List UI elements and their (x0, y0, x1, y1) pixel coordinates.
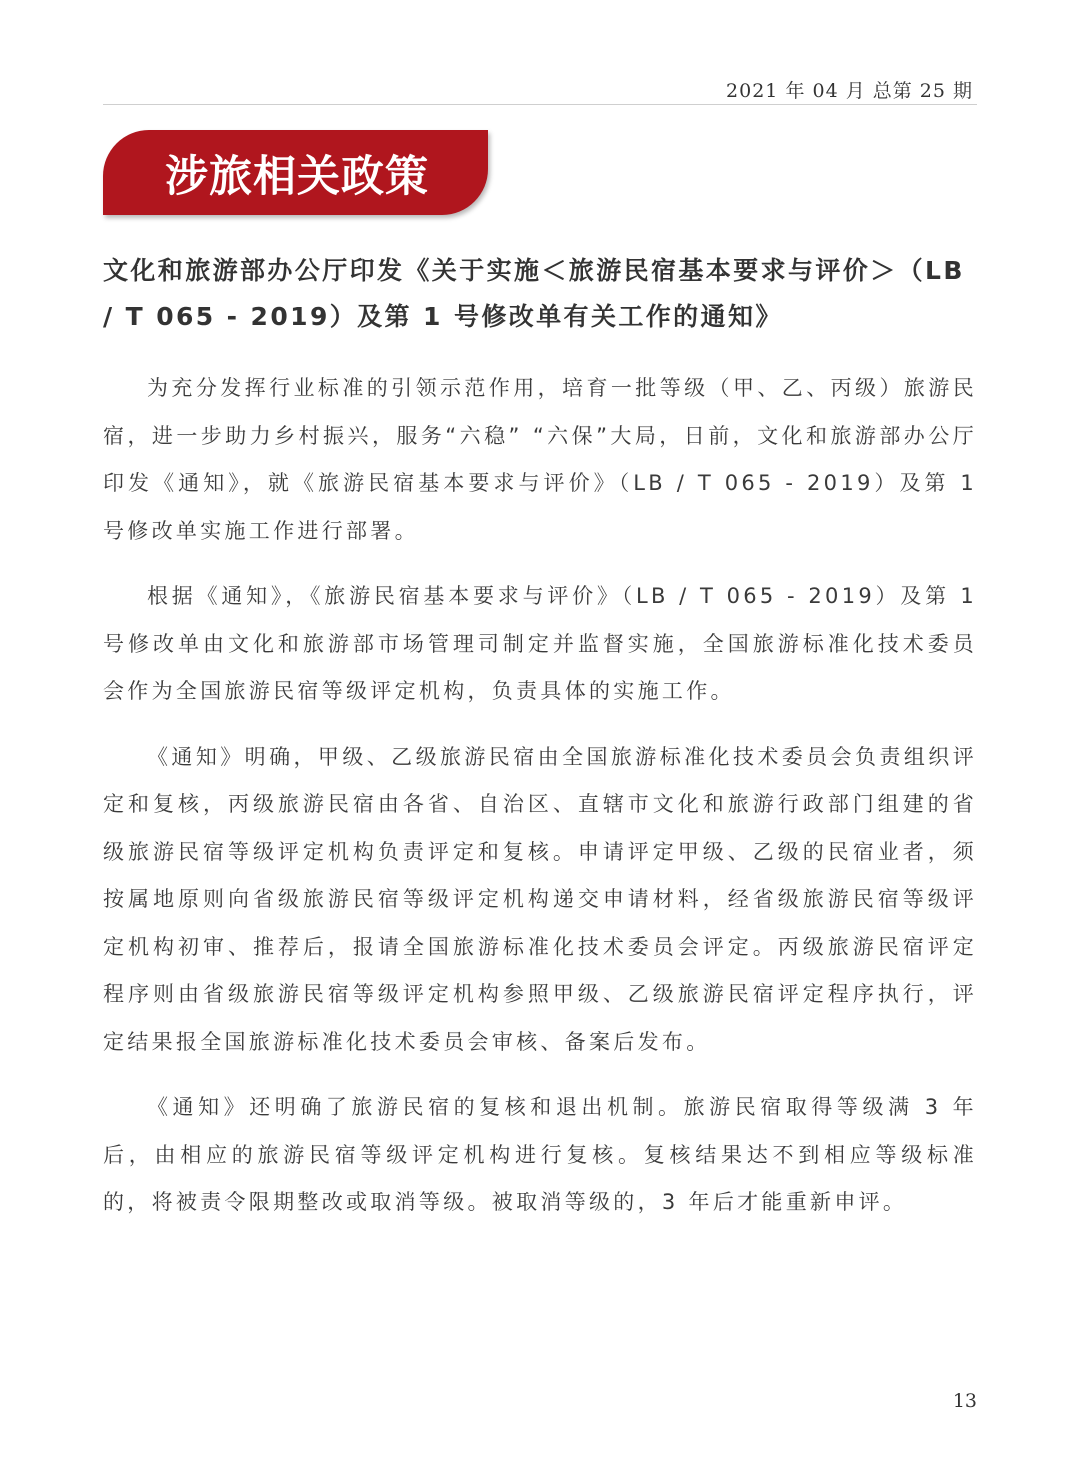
page-header (103, 72, 977, 105)
section-banner (103, 130, 488, 215)
issue-info: 2021 年 04 月 总第 25 期 (726, 80, 973, 102)
article-paragraph: 《通知》明确，甲级、乙级旅游民宿由全国旅游标准化技术委员会负责组织评定和复核，丙级旅游民宿由各省、自治区、直辖市文化和旅游行政部门组建的省级旅游民宿等级评定机构负责评定和复核。申请评定甲级、乙级的民宿业者，须按属地原则向省级旅游民宿等级评定机构递交申请材料，经省级旅游民宿等级评定机构初审、推荐后，报请全国旅游标准化技术委员会评定。丙级旅游民宿评定程序则由省级旅游民宿等级评定机构参照甲级、乙级旅游民宿评定程序执行，评定结果报全国旅游标准化技术委员会审核、备案后发布。 (103, 744, 977, 1054)
article-title: 文化和旅游部办公厅印发《关于实施＜旅游民宿基本要求与评价＞（LB / T 065 - 2019）及第 1 号修改单有关工作的通知》 (103, 256, 965, 331)
article-paragraph: 《通知》还明确了旅游民宿的复核和退出机制。旅游民宿取得等级满 3 年后，由相应的旅游民宿等级评定机构进行复核。复核结果达不到相应等级标准的，将被责令限期整改或取消等级。被取消等级的，3 年后才能重新申评。 (103, 1095, 977, 1214)
article-paragraph: 根据《通知》，《旅游民宿基本要求与评价》（LB / T 065 - 2019）及第 1 号修改单由文化和旅游部市场管理司制定并监督实施，全国旅游标准化技术委员会作为全国旅游民宿等级评定机构，负责具体的实施工作。 (103, 584, 977, 703)
article-body (103, 365, 977, 1245)
page-number: 13 (952, 1390, 977, 1412)
section-title: 涉旅相关政策 (165, 152, 429, 202)
article-paragraph: 为充分发挥行业标准的引领示范作用，培育一批等级（甲、乙、丙级）旅游民宿，进一步助力乡村振兴，服务“六稳” “六保”大局，日前，文化和旅游部办公厅印发《通知》，就《旅游民宿基本要求与评价》（LB / T 065 - 2019）及第 1 号修改单实施工作进行部署。 (103, 376, 977, 543)
